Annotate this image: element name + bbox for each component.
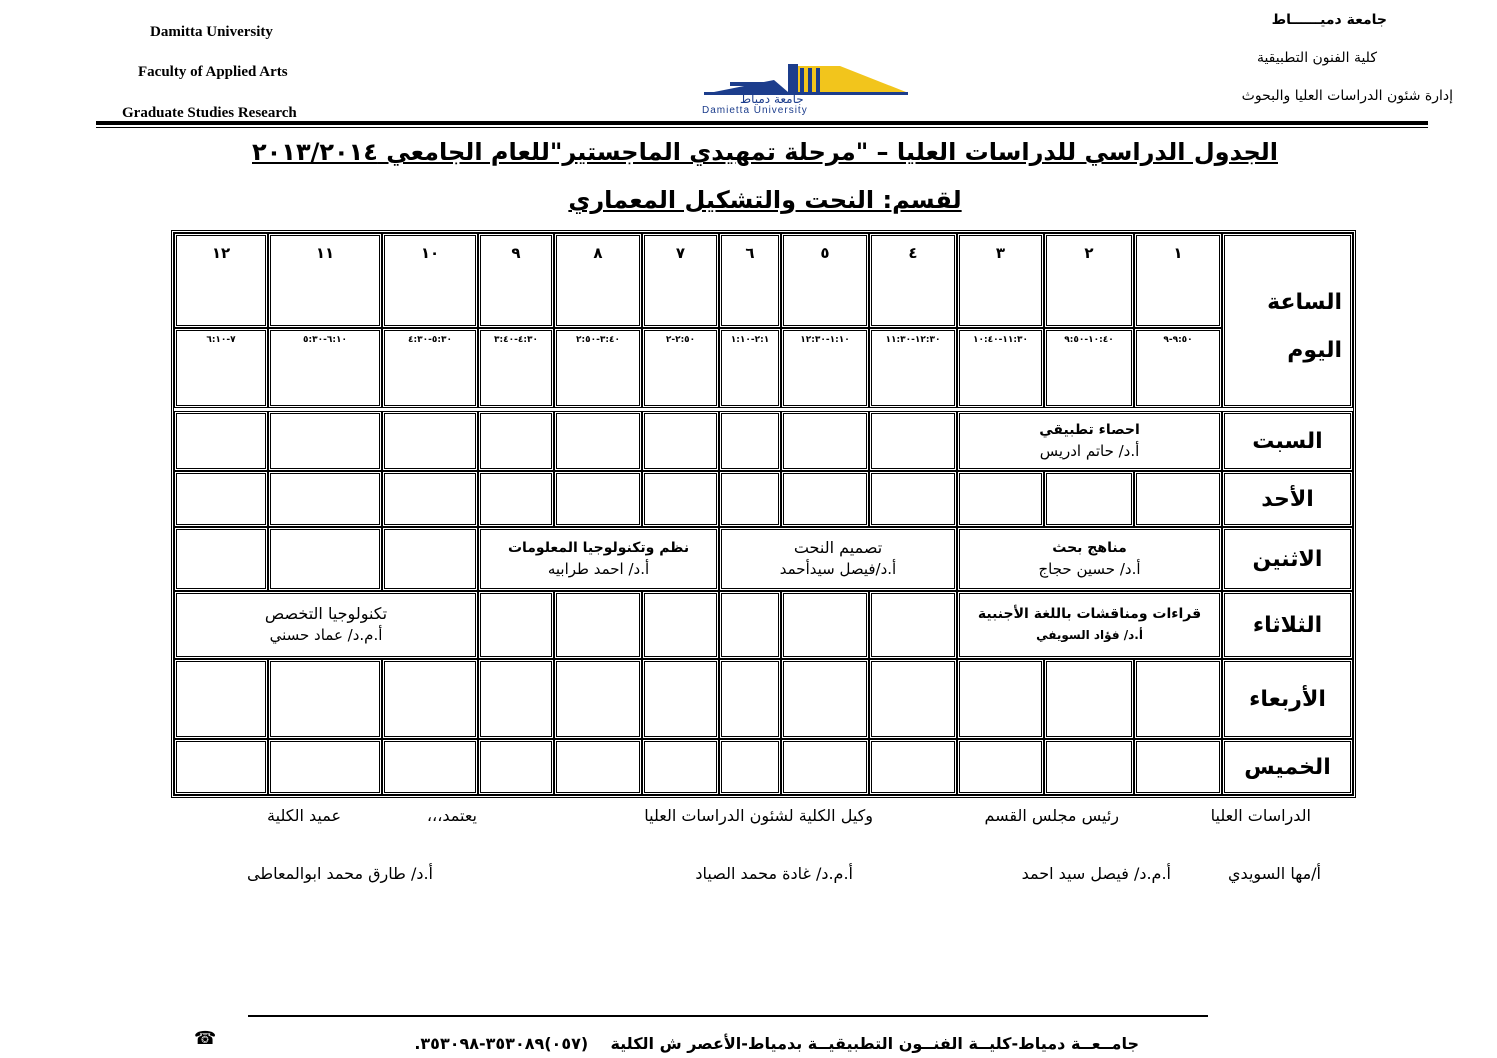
schedule-cell	[642, 411, 719, 471]
footer-rule	[248, 1015, 1208, 1017]
period-time	[642, 328, 719, 408]
sig-approve-label: يعتمد،،،	[426, 806, 477, 825]
schedule-cell	[781, 591, 869, 659]
schedule-cell	[957, 659, 1044, 739]
course-professor: أ.د/ حاتم ادريس	[1039, 442, 1140, 460]
faculty-name-en: Faculty of Applied Arts	[138, 64, 288, 80]
period-time-text: ٧-٦:١٠	[206, 335, 236, 345]
period-number: ٦	[745, 244, 755, 262]
schedule-cell	[719, 411, 781, 471]
period-time-text: ٦:١٠-٥:٣٠	[303, 335, 347, 345]
schedule-cell	[382, 411, 478, 471]
period-time-text: ١٢:٣٠-١١:٣٠	[885, 335, 941, 345]
course-block	[957, 591, 1222, 659]
course-name: نظم وتكنولوجيا المعلومات	[507, 540, 690, 556]
period-time-text: ٤:٣٠-٣:٤٠	[494, 335, 538, 345]
schedule-cell	[478, 659, 554, 739]
university-logo: جامعة دمياط Damietta University	[700, 62, 912, 118]
schedule-cell	[174, 527, 268, 591]
period-time-text: ٥:٣٠-٤:٣٠	[408, 335, 452, 345]
day-label: الأحد	[1222, 471, 1353, 527]
schedule-cell	[642, 739, 719, 795]
schedule-cell	[382, 527, 478, 591]
day-label: السبت	[1222, 411, 1353, 471]
period-number: ١٢	[211, 244, 231, 262]
schedule-cell	[781, 739, 869, 795]
schedule-cell	[478, 591, 554, 659]
schedule-cell	[478, 411, 554, 471]
header-rule-thick	[96, 121, 1428, 125]
period-time	[1044, 328, 1134, 408]
schedule-cell	[719, 659, 781, 739]
schedule-cell	[1134, 739, 1222, 795]
schedule-cell	[719, 591, 781, 659]
period-header	[268, 233, 382, 328]
schedule-cell	[869, 659, 957, 739]
schedule-cell	[554, 659, 642, 739]
schedule-cell	[268, 411, 382, 471]
period-number: ٤	[908, 244, 918, 262]
faculty-name-ar: كلية الفنون التطبيقية	[1256, 50, 1377, 66]
period-time	[554, 328, 642, 408]
schedule-cell	[382, 739, 478, 795]
schedule-cell	[382, 471, 478, 527]
course-professor: أ.د/ احمد طرابيه	[547, 560, 650, 578]
day-label: الأربعاء	[1222, 659, 1353, 739]
schedule-cell	[554, 739, 642, 795]
period-time-text: ١:١٠-١٢:٣٠	[800, 335, 850, 345]
schedule-cell	[957, 739, 1044, 795]
schedule-cell	[554, 471, 642, 527]
sig-name-dean: أ.د/ طارق محمد ابوالمعاطى	[247, 864, 433, 883]
course-name: احصاء تطبيقي	[1039, 422, 1140, 438]
period-time	[1134, 328, 1222, 408]
schedule-cell	[869, 471, 957, 527]
schedule-cell	[642, 659, 719, 739]
period-number: ٧	[675, 244, 686, 262]
corner-day-label: اليوم	[1287, 338, 1342, 363]
course-professor: أ.م.د/ عماد حسني	[269, 626, 383, 644]
period-time	[268, 328, 382, 408]
schedule-cell	[642, 471, 719, 527]
period-header	[642, 233, 719, 328]
sig-name-dept-head: أ.م.د/ فيصل سيد احمد	[1021, 864, 1171, 883]
schedule-cell	[382, 659, 478, 739]
day-label: الثلاثاء	[1222, 591, 1353, 659]
university-name-ar: جامعة دميــــــاط	[1271, 12, 1387, 28]
header-rule-thin	[96, 127, 1428, 128]
sig-name-vice-dean: أ.م.د/ غادة محمد الصياد	[695, 864, 853, 883]
course-block	[957, 527, 1222, 591]
schedule-table	[171, 230, 1356, 798]
course-block	[957, 411, 1222, 471]
period-header	[869, 233, 957, 328]
schedule-cell	[781, 471, 869, 527]
schedule-cell	[268, 739, 382, 795]
course-name: قراءات ومناقشات باللغة الأجنبية	[977, 606, 1202, 622]
period-number: ١١	[315, 244, 335, 262]
sig-title-graduate-studies: الدراسات العليا	[1210, 806, 1311, 825]
schedule-cell	[957, 471, 1044, 527]
period-header	[174, 233, 268, 328]
schedule-cell	[1134, 659, 1222, 739]
sig-name-graduate-studies: أ/مها السويدي	[1228, 864, 1321, 883]
corner-cell	[1222, 233, 1353, 408]
period-header	[554, 233, 642, 328]
period-header	[719, 233, 781, 328]
schedule-cell	[869, 411, 957, 471]
schedule-cell	[869, 739, 957, 795]
course-block	[719, 527, 957, 591]
period-time	[869, 328, 957, 408]
schedule-cell	[781, 659, 869, 739]
day-label: الخميس	[1222, 739, 1353, 795]
period-time-text: ١١:٣٠-١٠:٤٠	[973, 335, 1028, 345]
schedule-cell	[174, 739, 268, 795]
department-name-ar: إدارة شئون الدراسات العليا والبحوث	[1241, 88, 1453, 104]
period-time-text: ٢:١-١:١٠	[730, 335, 770, 345]
course-name: تصميم النحت	[793, 538, 883, 557]
schedule-cell	[719, 739, 781, 795]
schedule-cell	[781, 411, 869, 471]
schedule-cell	[554, 591, 642, 659]
period-header	[957, 233, 1044, 328]
telephone-icon: ☎	[194, 1028, 217, 1049]
period-time-text: ١٠:٤٠-٩:٥٠	[1064, 335, 1114, 345]
page-title: الجدول الدراسي للدراسات العليا – "مرحلة تمهيدي الماجستير"للعام الجامعي ٢٠١٣/٢٠١٤	[252, 138, 1278, 166]
period-number: ١	[1173, 244, 1183, 262]
period-time	[781, 328, 869, 408]
schedule-cell	[642, 591, 719, 659]
period-time-text: ٢:٥٠-٢	[665, 335, 696, 345]
course-name: مناهج بحث	[1052, 540, 1127, 556]
department-title: لقسم: النحت والتشكيل المعماري	[568, 186, 962, 214]
schedule-cell	[554, 411, 642, 471]
course-professor: أ.د/ فؤاد السويفي	[1036, 628, 1143, 642]
period-number: ٣	[995, 244, 1006, 262]
footer-address: جامــعــة دمياط-كليــة الفنــون التطبيقيــة بدمياط-الأعصر ش الكلية (٠٥٧)٣٥٣٠٨٩-٣٥٣٠٩٨.	[414, 1034, 1139, 1053]
schedule-cell	[174, 411, 268, 471]
period-number: ٥	[820, 244, 830, 262]
period-header	[1134, 233, 1222, 328]
course-professor: أ.د/فيصل سيدأحمد	[779, 560, 897, 578]
period-time	[719, 328, 781, 408]
schedule-cell	[174, 659, 268, 739]
schedule-cell	[869, 591, 957, 659]
schedule-cell	[268, 659, 382, 739]
period-number: ٩	[511, 244, 521, 262]
sig-title-dean: عميد الكلية	[267, 806, 341, 825]
schedule-cell	[719, 471, 781, 527]
schedule-cell	[268, 471, 382, 527]
sig-title-dept-head: رئيس مجلس القسم	[984, 806, 1119, 825]
schedule-cell	[174, 471, 268, 527]
course-block	[478, 527, 719, 591]
period-number: ١٠	[420, 244, 440, 262]
course-block	[174, 591, 478, 659]
period-header	[1044, 233, 1134, 328]
schedule-cell	[1044, 739, 1134, 795]
period-time	[382, 328, 478, 408]
period-header	[382, 233, 478, 328]
sig-title-vice-dean: وكيل الكلية لشئون الدراسات العليا	[644, 806, 873, 825]
course-professor: أ.د/ حسين حجاج	[1038, 560, 1141, 578]
schedule-cell	[1044, 471, 1134, 527]
course-name: تكنولوجيا التخصص	[264, 604, 388, 623]
schedule-cell	[478, 471, 554, 527]
schedule-cell	[268, 527, 382, 591]
schedule-cell	[478, 739, 554, 795]
day-label: الاثنين	[1222, 527, 1353, 591]
university-name-en: Damitta University	[150, 24, 273, 40]
period-time	[957, 328, 1044, 408]
schedule-cell	[1134, 471, 1222, 527]
schedule-cell	[1044, 659, 1134, 739]
period-number: ٢	[1084, 244, 1094, 262]
period-time-text: ٩:٥٠-٩	[1163, 335, 1193, 345]
period-time-text: ٣:٤٠-٢:٥٠	[576, 335, 620, 345]
period-header	[478, 233, 554, 328]
corner-hour-label: الساعة	[1267, 290, 1342, 315]
department-name-en: Graduate Studies Research	[122, 105, 297, 121]
period-header	[781, 233, 869, 328]
period-time	[478, 328, 554, 408]
period-time	[174, 328, 268, 408]
period-number: ٨	[593, 244, 603, 262]
